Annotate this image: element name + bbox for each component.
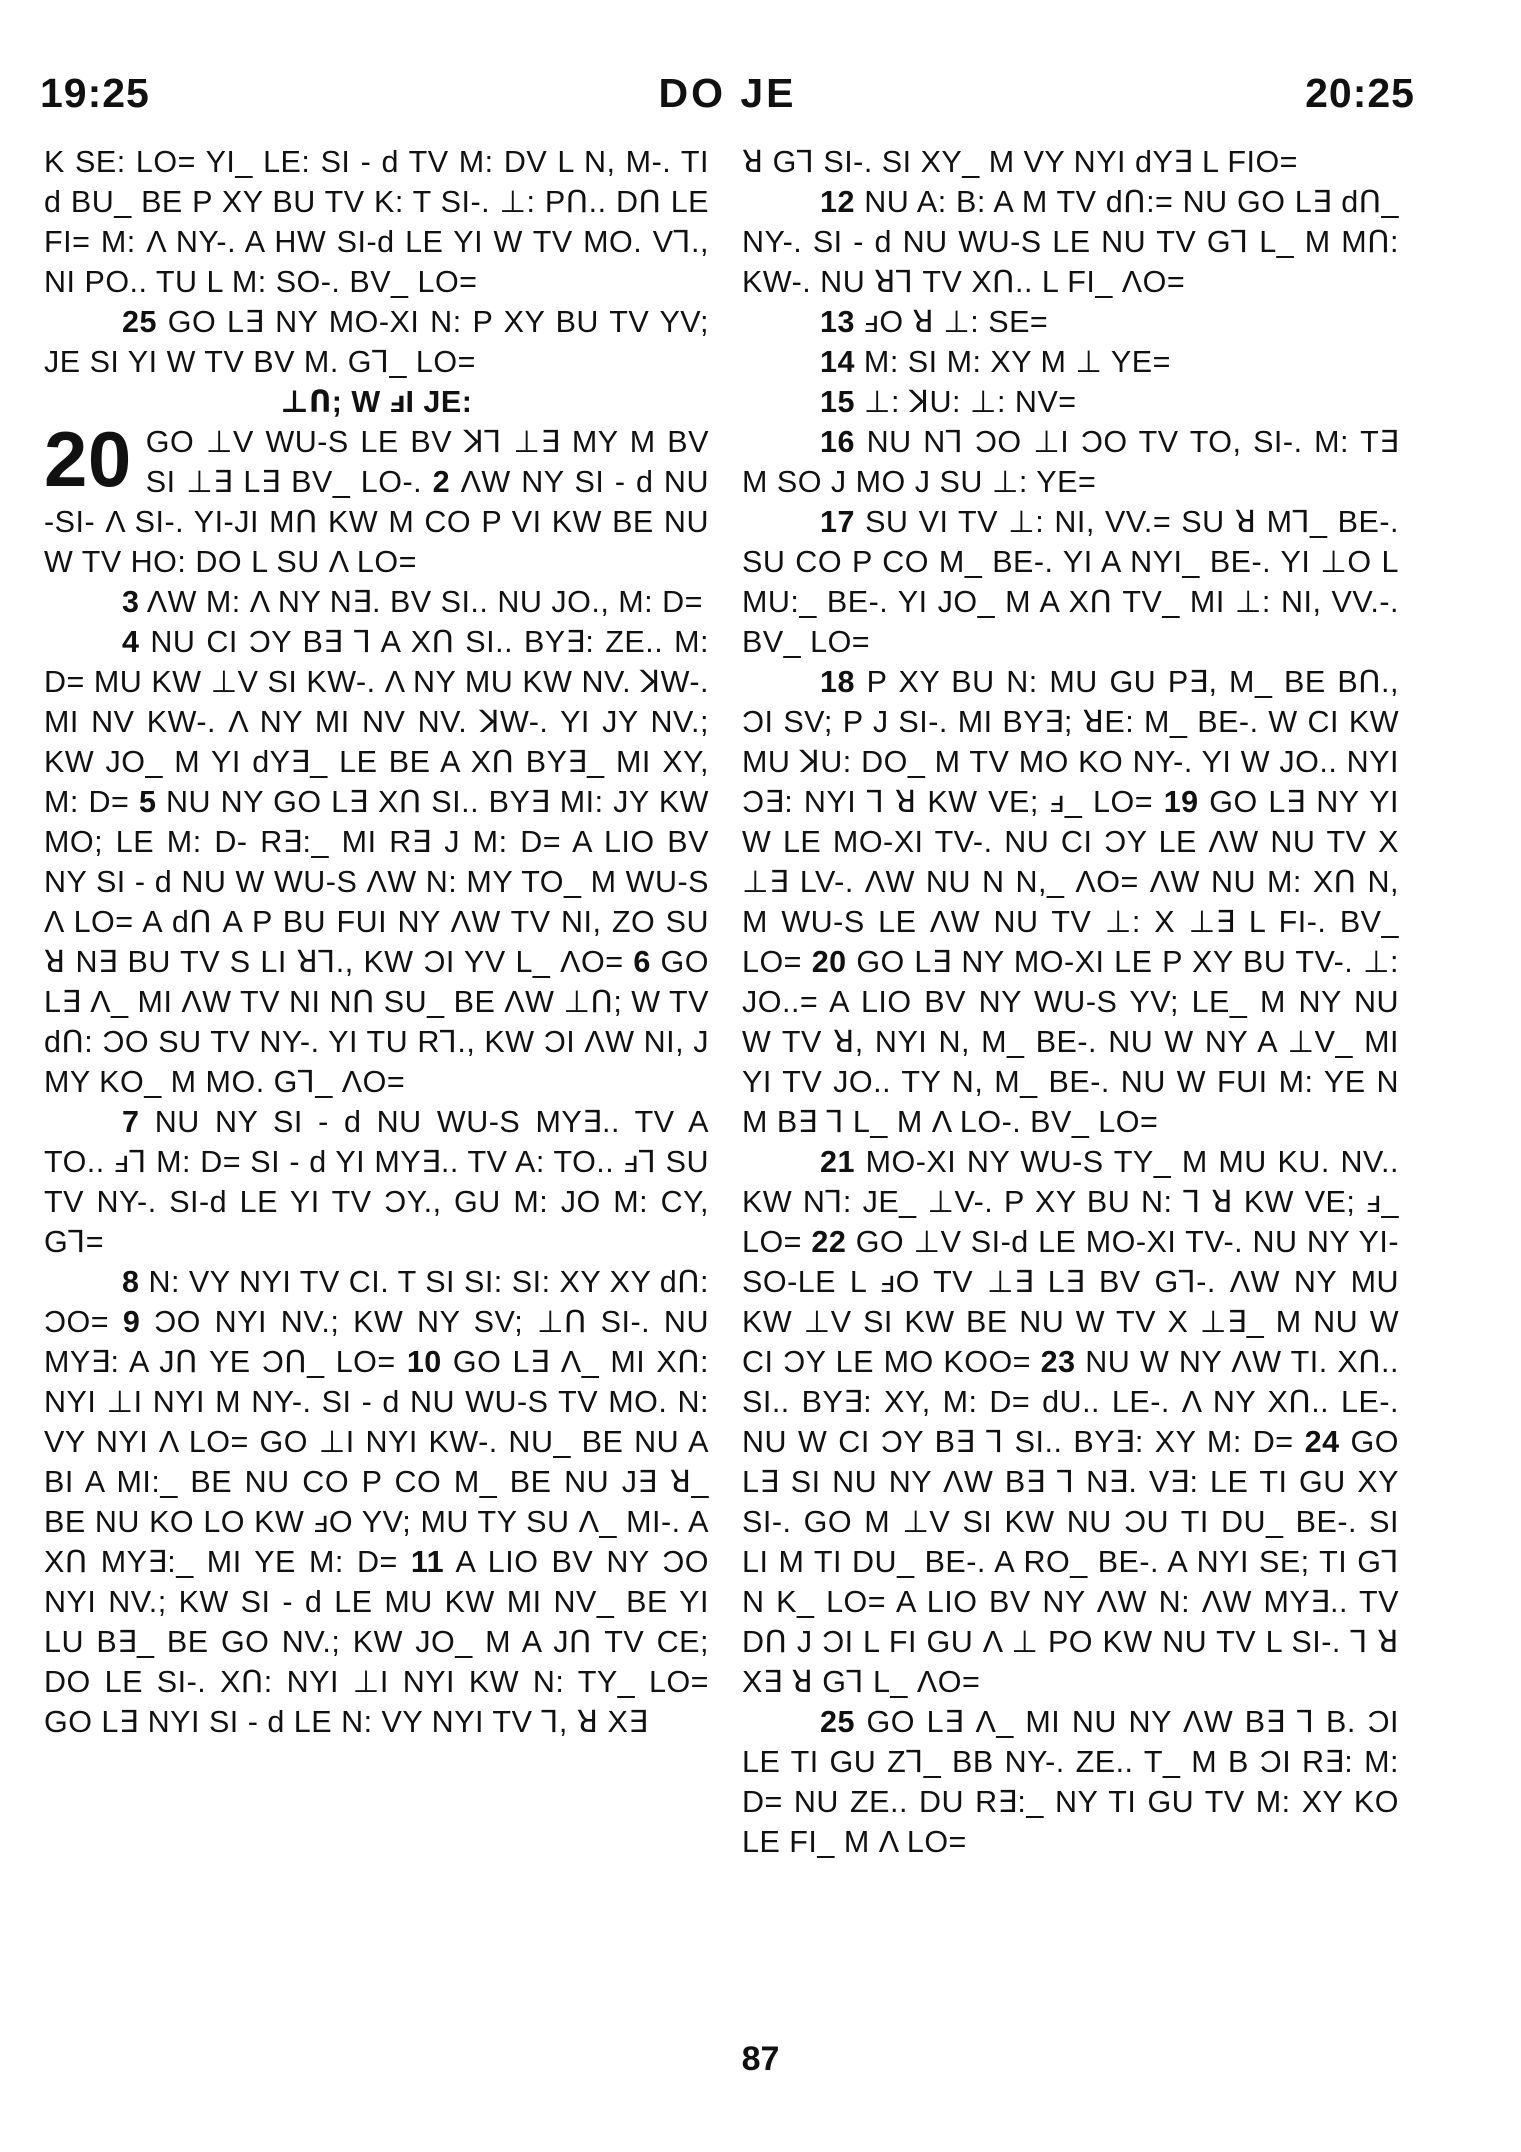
- paragraph: [44, 142, 709, 302]
- verse-number: 11: [410, 1545, 445, 1579]
- chapter-number: 20: [44, 415, 132, 503]
- verse-number: 2: [432, 465, 451, 499]
- paragraph: [742, 382, 1399, 422]
- verse-number: 6: [633, 945, 651, 979]
- verse-text: GO L∃ Λ_ MI ΛW TV NI NՈ SU_ BE ΛW ⊥Ո; W TV dՈ: ƆO SU TV NY-. YI TU R⅂., KW ƆI ΛW NI, J MY KO_ M MO. G⅂_ ΛO=: [44, 945, 709, 1099]
- verse-text: NU CI ƆY B∃ ⅂ A XՈ SI.. BY∃: ZE.. M: D= MU KW ⊥V SI KW-. Λ NY MU KW NV. ꓘW-. MI NV KW-. Λ NY MI NV NV. ꓘW-. YI JY NV.; KW JO_ M YI dY∃_ LE BE A XՈ BY∃_ MI XY, M: D=: [44, 625, 709, 819]
- verse-text: GO ⊥V WU-S LE BV ꓘ⅂ ⊥∃ MY M BV SI ⊥∃ L∃ BV_ LO-.: [145, 425, 709, 499]
- verse-number: 8: [122, 1265, 140, 1299]
- verse-text: NU NY SI - d NU WU-S MY∃.. TV A TO.. ⅎ⅂ M: D= SI - d YI MY∃.. TV A: TO.. ⅎ⅂ SU TV NY-. SI-d LE YI TV ƆY., GU M: JO M: CY, G⅂=: [44, 1105, 709, 1259]
- paragraph: [44, 302, 709, 382]
- verse-text: GO L∃ NY MO-XI N: P XY BU TV YV; JE SI YI W TV BV M. G⅂_ LO=: [44, 305, 709, 379]
- verse-text: MO-XI NY WU-S TY_ M MU KU. NV.. KW N⅂: JE_ ⊥V-. P XY BU N: ⅂ ꓤ KW VE; ⅎ_ LO=: [742, 1145, 1399, 1259]
- paragraph: [742, 662, 1399, 1142]
- verse-number: 25: [122, 305, 157, 339]
- paragraph: [44, 1102, 709, 1262]
- header-book-title: DO JE: [658, 70, 797, 116]
- verse-number: 22: [811, 1225, 847, 1259]
- verse-text: ꓤ G⅂ SI-. SI XY_ M VY NYI dY∃ L FIO=: [742, 145, 1298, 179]
- verse-text: ƆO NYI NV.; KW NY SV; ⊥Ո SI-. NU MY∃: A JՈ YE ƆՈ_ LO=: [44, 1305, 709, 1379]
- verse-number: 17: [820, 505, 855, 539]
- verse-number: 16: [820, 425, 855, 459]
- verse-number: 23: [1040, 1345, 1076, 1379]
- verse-text: P XY BU N: MU GU P∃, M_ BE BՈ., ƆI SV; P J SI-. MI BY∃; ꓤE: M_ BE-. W CI KW MU ꓘU: DO_ M TV MO KO NY-. YI W JO.. NYI Ɔ∃: NYI ⅂ ꓤ KW VE; ⅎ_ LO=: [742, 665, 1399, 819]
- verse-text: GO L∃ SI NU NY ΛW B∃ ⅂ N∃. V∃: LE TI GU XY SI-. GO M ⊥V SI KW NU ƆU TI DU_ BE-. SI LI M TI DU_ BE-. A RO_ BE-. A NYI SE; TI G⅂ N K_ LO= A LIO BV NY ΛW N: ΛW MY∃.. TV DՈ J ƆI L FI GU Λ ⊥ PO KW NU TV L SI-. ⅂ ꓤ X∃ ꓤ G⅂ L_ ΛO=: [742, 1425, 1399, 1699]
- verse-text: NU NY GO L∃ XՈ SI.. BY∃ MI: JY KW MO; LE M: D- R∃:_ MI R∃ J M: D= A LIO BV NY SI - d NU W WU-S ΛW N: MY TO_ M WU-S Λ LO= A dՈ A P BU FUI NY ΛW TV NI, ZO SU ꓤ N∃ BU TV S LI ꓤ⅂., KW ƆI YV L_ ΛO=: [44, 785, 709, 979]
- paragraph: [742, 302, 1399, 342]
- verse-number: 5: [138, 785, 157, 819]
- verse-text: ⅎO ꓤ ⊥: SE=: [863, 305, 1049, 339]
- verse-text: N: VY NYI TV CI. T SI SI: SI: XY XY dՈ: ƆO=: [44, 1265, 710, 1339]
- verse-text: GO L∃ Λ_ MI XՈ: NYI ⊥I NYI M NY-. SI - d NU WU-S TV MO. N: VY NYI Λ LO= GO ⊥I NYI KW-. NU_ BE NU A BI A MI:_ BE NU CO P CO M_ BE NU J∃ ꓤ_ BE NU KO LO KW ⅎO YV; MU TY SU Λ_ MI-. A XՈ MY∃:_ MI YE M: D=: [44, 1345, 709, 1579]
- paragraph: [44, 582, 709, 622]
- header-right-reference: 20:25: [1305, 70, 1415, 116]
- paragraph: [742, 1702, 1399, 1862]
- verse-text: SU VI TV ⊥: NI, VV.= SU ꓤ M⅂_ BE-. SU CO P CO M_ BE-. YI A NYI_ BE-. YI ⊥O L MU:_ BE-. YI JO_ M A XՈ TV_ MI ⊥: NI, VV.-. BV_ LO=: [742, 505, 1399, 659]
- paragraph: [44, 415, 709, 582]
- verse-text: ⊥: ꓘU: ⊥: NV=: [863, 385, 1077, 419]
- verse-number: 12: [820, 185, 855, 219]
- verse-text: GO L∃ NY YI W LE MO-XI TV-. NU CI ƆY LE ΛW NU TV X ⊥∃ LV-. ΛW NU N N,_ ΛO= ΛW NU M: XՈ N, M WU-S LE ΛW NU TV ⊥: X ⊥∃ L FI-. BV_ LO=: [742, 785, 1399, 979]
- paragraph: [742, 1142, 1399, 1702]
- chapter-heading-text: ⊥Ո; W ⅎI JE:: [280, 385, 473, 419]
- verse-number: 4: [122, 625, 140, 659]
- verse-text: NU N⅂ ƆO ⊥I ƆO TV TO, SI-. M: T∃ M SO J MO J SU ⊥: YE=: [742, 425, 1399, 499]
- verse-text: GO ⊥V SI-d LE MO-XI TV-. NU NY YI-SO-LE L ⅎO TV ⊥∃ L∃ BV G⅂-. ΛW NY MU KW ⊥V SI KW BE NU W TV X ⊥∃_ M NU W CI ƆY LE MO KOO=: [742, 1225, 1399, 1379]
- verse-number: 7: [122, 1105, 140, 1139]
- verse-number: 21: [820, 1145, 855, 1179]
- verse-number: 18: [820, 665, 855, 699]
- verse-number: 20: [811, 945, 847, 979]
- paragraph: [44, 1262, 709, 1742]
- paragraph: [742, 142, 1399, 182]
- paragraph: [742, 342, 1399, 382]
- verse-number: 19: [1163, 785, 1199, 819]
- verse-number: 14: [820, 345, 855, 379]
- running-header: [40, 70, 1415, 126]
- verse-number: 3: [122, 585, 140, 619]
- verse-text: A LIO BV NY ƆO NYI NV.; KW SI - d LE MU KW MI NV_ BE YI LU B∃_ BE GO NV.; KW JO_ M A JՈ TV CE; DO LE SI-. XՈ: NYI ⊥I NYI KW N: TY_ LO= GO L∃ NYI SI - d LE N: VY NYI TV ⅂, ꓤ X∃: [44, 1545, 709, 1739]
- verse-text: K SE: LO= YI_ LE: SI - d TV M: DV L N, M-. TI d BU_ BE P XY BU TV K: T SI-. ⊥: PՈ.. DՈ LE FI= M: Λ NY-. A HW SI-d LE YI W TV MO. V⅂., NI PO.. TU L M: SO-. BV_ LO=: [44, 145, 709, 299]
- verse-text: GO L∃ Λ_ MI NU NY ΛW B∃ ⅂ B. ƆI LE TI GU Z⅂_ BB NY-. ZE.. T_ M B ƆI R∃: M: D= NU ZE.. DU R∃:_ NY TI GU TV M: XY KO LE FI_ M Λ LO=: [742, 1705, 1399, 1859]
- left-column: [44, 142, 709, 1742]
- verse-number: 9: [122, 1305, 141, 1339]
- verse-number: 13: [820, 305, 855, 339]
- verse-number: 10: [406, 1345, 442, 1379]
- chapter-heading: [44, 382, 709, 422]
- verse-text: ΛW M: Λ NY N∃. BV SI.. NU JO., M: D=: [146, 585, 703, 619]
- verse-text: ΛW NY SI - d NU -SI- Λ SI-. YI-JI MՈ KW M CO P VI KW BE NU W TV HO: DO L SU Λ LO=: [44, 465, 709, 579]
- header-left-reference: 19:25: [40, 70, 150, 116]
- verse-text: GO L∃ NY MO-XI LE P XY BU TV-. ⊥: JO..= A LIO BV NY WU-S YV; LE_ M NY NU W TV ꓤ, NYI N, M_ BE-. NU W NY A ⊥V_ MI YI TV JO.. TY N, M_ BE-. NU W FUI M: YE N M B∃ ⅂ L_ M Λ LO-. BV_ LO=: [742, 945, 1400, 1139]
- verse-text: NU A: B: A M TV dՈ:= NU GO L∃ dՈ_ NY-. SI - d NU WU-S LE NU TV G⅂ L_ M MՈ: KW-. NU ꓤ⅂ TV XՈ.. L FI_ ΛO=: [742, 185, 1399, 299]
- paragraph: [742, 422, 1399, 502]
- page-number: 87: [741, 2040, 780, 2078]
- paragraph: [742, 182, 1399, 302]
- verse-text: M: SI M: XY M ⊥ YE=: [863, 345, 1171, 379]
- verse-number: 25: [820, 1705, 855, 1739]
- paragraph: [44, 622, 709, 1102]
- verse-number: 15: [820, 385, 855, 419]
- verse-number: 24: [1304, 1425, 1340, 1459]
- right-column: [742, 142, 1399, 1862]
- verse-text: NU W NY ΛW TI. XՈ.. SI.. BY∃: XY, M: D= dU.. LE-. Λ NY XՈ.. LE-. NU W CI ƆY B∃ ⅂ SI.. BY∃: XY M: D=: [742, 1345, 1399, 1459]
- paragraph: [742, 502, 1399, 662]
